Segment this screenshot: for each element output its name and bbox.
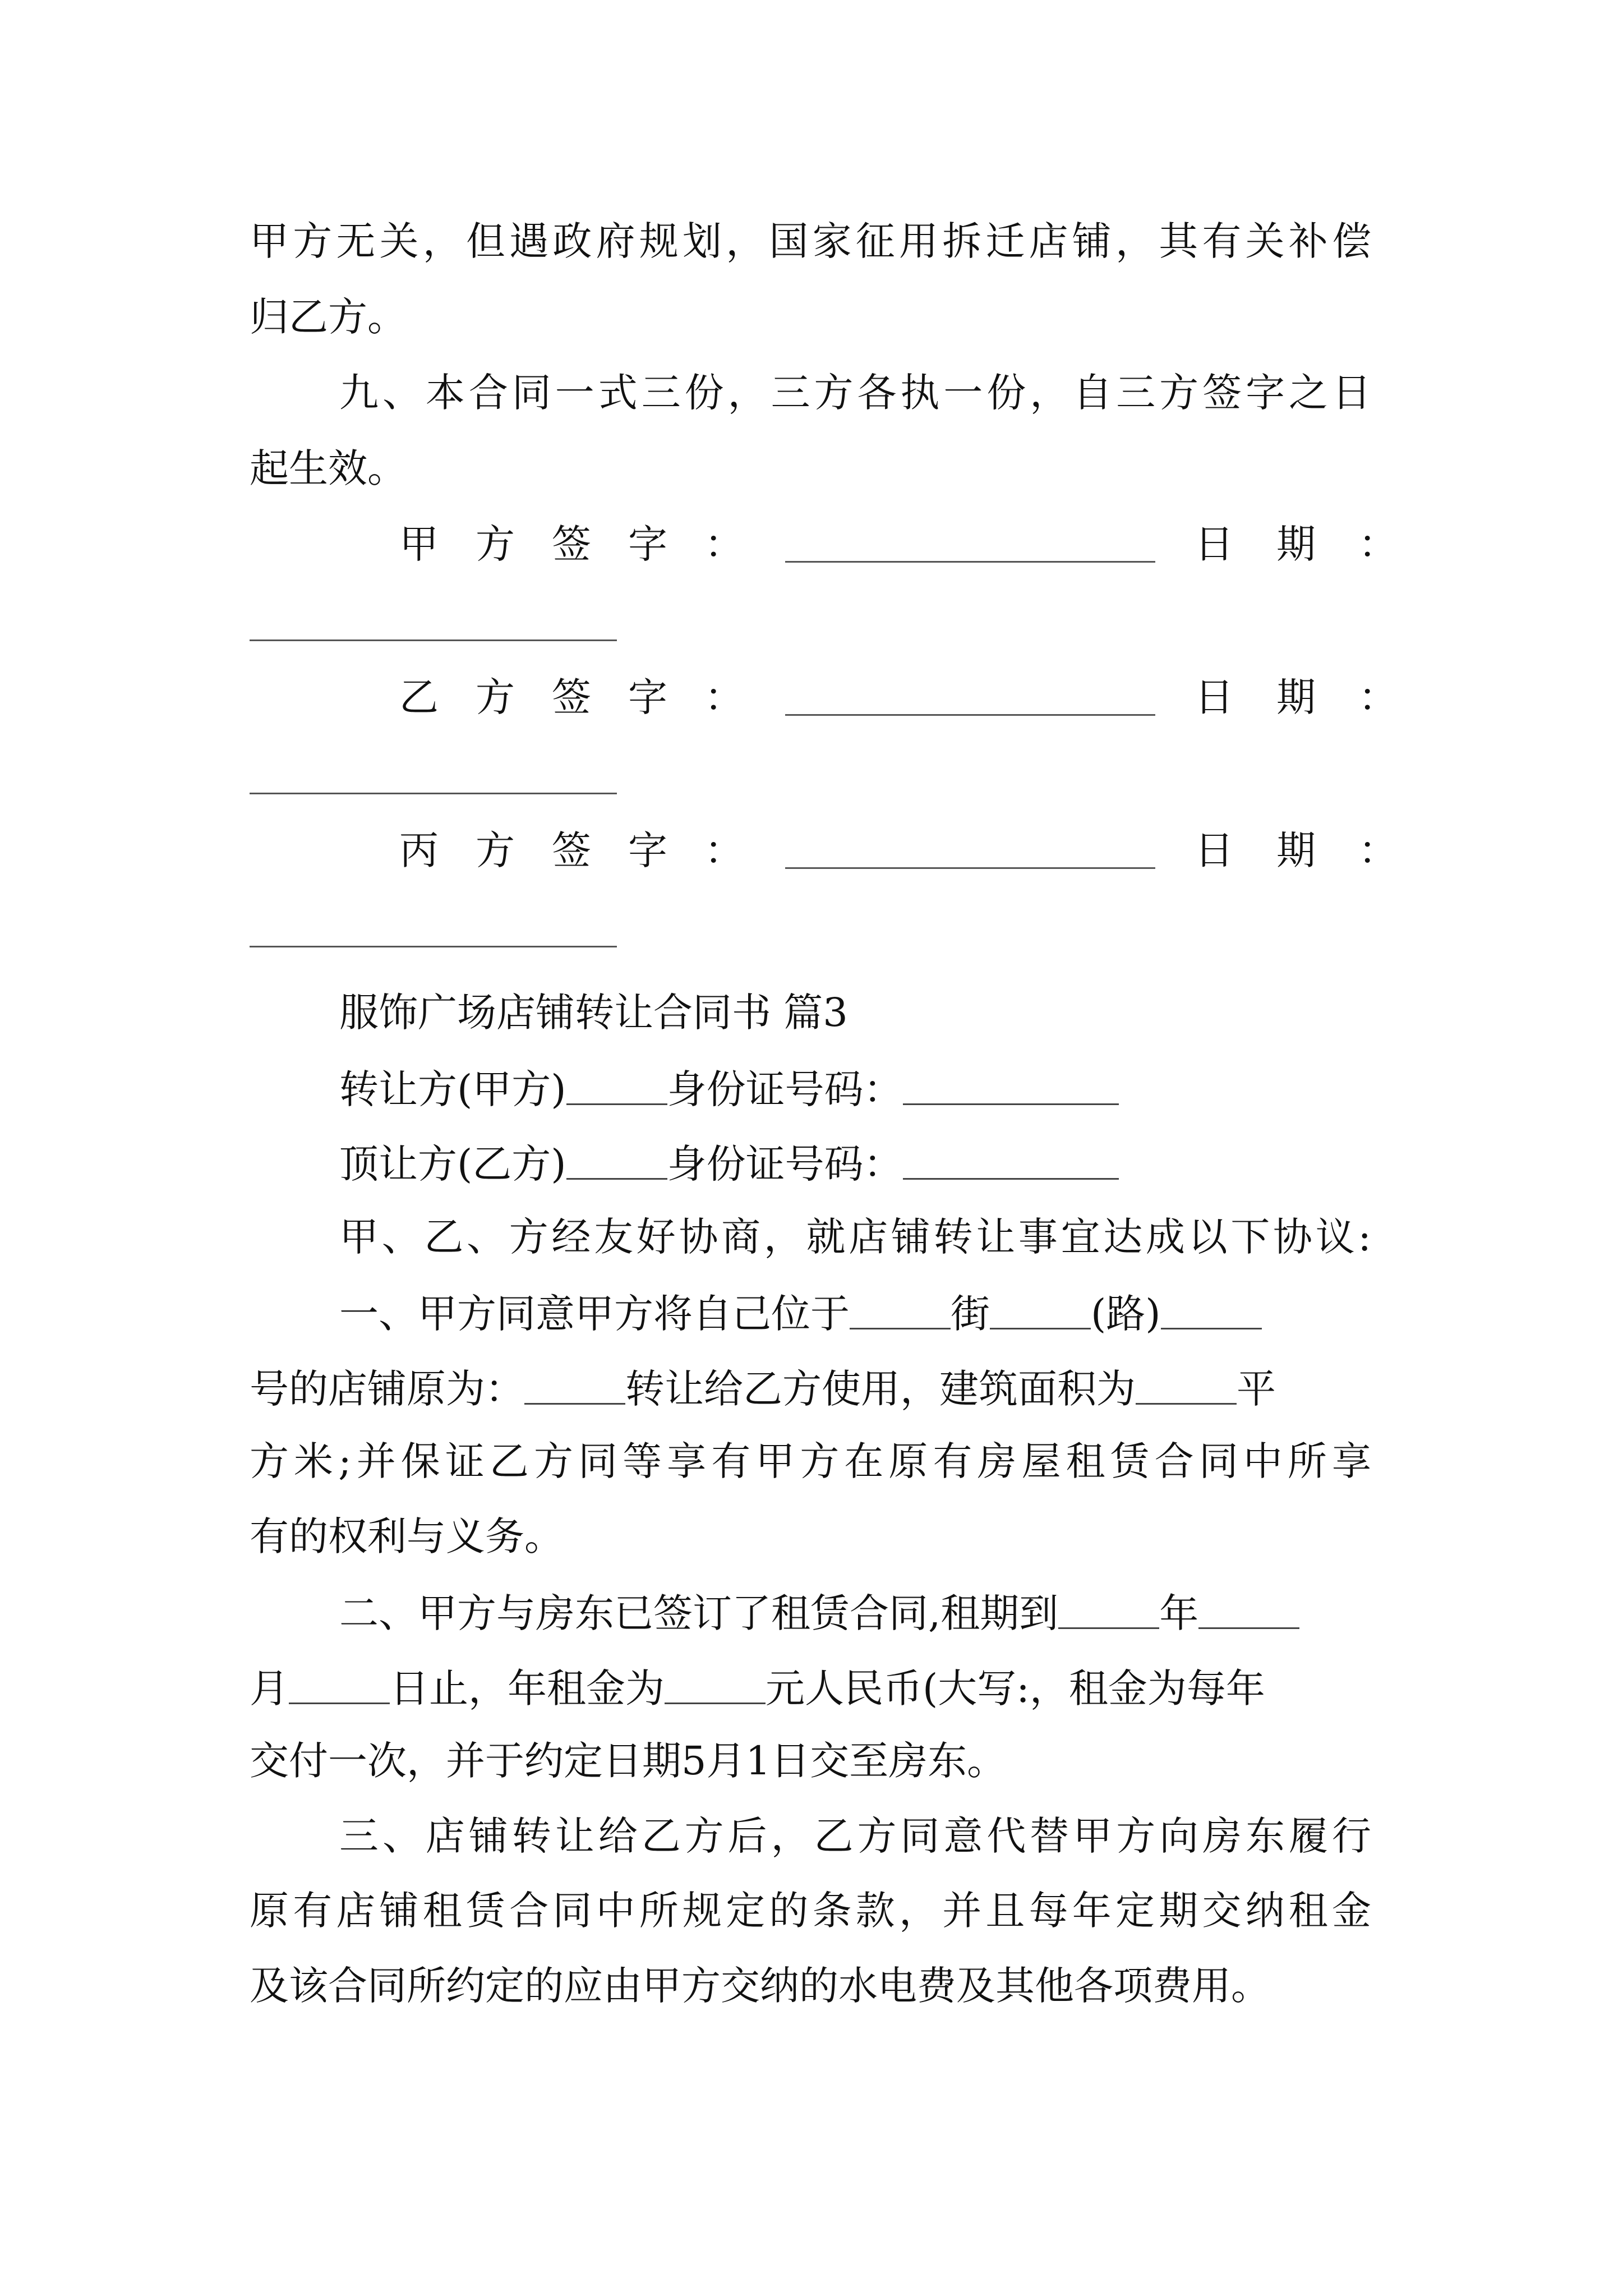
party-b-date-label: 日期： (1195, 674, 1440, 720)
section-title: 服饰广场店铺转让合同书 篇3 (339, 990, 848, 1036)
transferor-line (339, 1062, 1119, 1115)
transferor-label: 转让方(甲方) (339, 1066, 566, 1112)
street-field[interactable] (850, 1289, 951, 1329)
area-field[interactable] (1136, 1364, 1237, 1405)
clause-one-line-3: 方米;并保证乙方同等享有甲方在原有房屋租赁合同中所享 (250, 1438, 1371, 1484)
agreement-intro: 甲、乙、方经友好协商，就店铺转让事宜达成以下协议: (339, 1214, 1371, 1260)
text-span: 年 (1159, 1590, 1199, 1636)
party-c-date-field[interactable] (250, 946, 617, 947)
clause-one-line-2 (250, 1361, 1276, 1414)
transferee-id-field[interactable] (903, 1139, 1119, 1180)
party-a-signature-field[interactable] (785, 561, 1155, 563)
clause-three-line-2: 原有店铺租赁合同中所规定的条款，并且每年定期交纳租金 (250, 1888, 1371, 1934)
text-span: 转让给乙方使用，建筑面积为 (625, 1366, 1136, 1412)
text-span: 二、甲方与房东已签订了租赁合同,租期到 (339, 1590, 1059, 1636)
text-span: (路) (1091, 1291, 1161, 1337)
party-b-date-field[interactable] (250, 793, 617, 794)
transferee-line (339, 1137, 1119, 1189)
clause-two-line-1 (339, 1586, 1299, 1639)
id-label: 身份证号码： (667, 1066, 903, 1112)
party-b-signature-field[interactable] (785, 714, 1155, 716)
clause-nine: 九、本合同一式三份，三方各执一份，自三方签字之日 (339, 370, 1371, 416)
text-span: 号的店铺原为： (250, 1366, 524, 1412)
party-a-date-field[interactable] (250, 639, 617, 641)
clause-three-line-1: 三、店铺转让给乙方后，乙方同意代替甲方向房东履行 (339, 1813, 1371, 1859)
text-span: 平 (1237, 1366, 1276, 1412)
party-c-signature-label: 丙方签字： (399, 827, 781, 873)
clause-two-line-3: 交付一次，并于约定日期5月1日交至房东。 (250, 1738, 1007, 1784)
text-line: 甲方无关，但遇政府规划，国家征用拆迁店铺，其有关补偿 (250, 218, 1371, 264)
party-b-signature-label: 乙方签字： (399, 674, 781, 720)
number-field[interactable] (1161, 1289, 1262, 1329)
text-span: 一、甲方同意甲方将自己位于 (339, 1291, 850, 1337)
text-line: 归乙方。 (250, 294, 407, 340)
transferee-name-field[interactable] (566, 1139, 667, 1180)
transferor-name-field[interactable] (566, 1064, 667, 1105)
annual-rent-field[interactable] (665, 1663, 766, 1704)
clause-two-line-2 (250, 1661, 1265, 1714)
transferor-id-field[interactable] (903, 1064, 1119, 1105)
clause-one-line-4: 有的权利与义务。 (250, 1513, 564, 1559)
text-span: 元人民币(大写:，租金为每年 (766, 1665, 1265, 1711)
lease-month-field[interactable] (1198, 1588, 1299, 1629)
text-span: 街 (951, 1291, 990, 1337)
clause-one-line-1 (339, 1286, 1262, 1339)
party-a-signature-label: 甲方签字： (399, 521, 781, 567)
original-use-field[interactable] (524, 1364, 625, 1405)
text-span: 日止，年租金为 (390, 1665, 665, 1711)
text-line: 起生效。 (250, 445, 407, 491)
transferee-label: 顶让方(乙方) (339, 1141, 566, 1187)
party-c-signature-field[interactable] (785, 867, 1155, 869)
clause-three-line-3: 及该合同所约定的应由甲方交纳的水电费及其他各项费用。 (250, 1963, 1270, 2009)
lease-day-field[interactable] (289, 1663, 390, 1704)
party-c-date-label: 日期： (1195, 827, 1440, 873)
lease-year-field[interactable] (1058, 1588, 1159, 1629)
text-span: 月 (250, 1665, 289, 1711)
road-field[interactable] (990, 1289, 1091, 1329)
id-label: 身份证号码： (667, 1141, 903, 1187)
party-a-date-label: 日期： (1195, 521, 1440, 567)
